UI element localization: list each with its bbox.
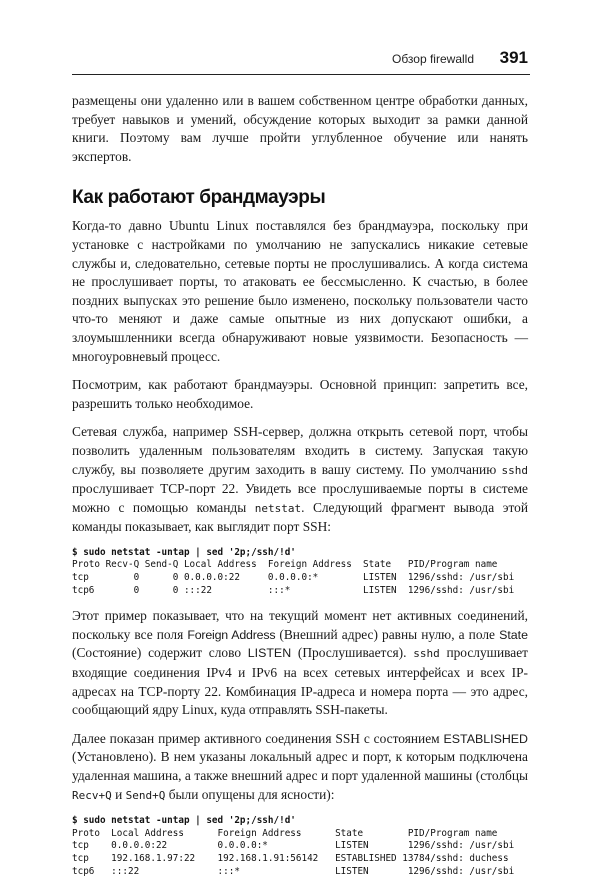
code-line: tcp6 0 0 :::22 :::* LISTEN 1296/sshd: /usr/sbi — [72, 584, 515, 596]
code-line: tcp6 :::22 :::* LISTEN 1296/sshd: /usr/sbi — [72, 865, 515, 877]
code-line: tcp 192.168.1.97:22 192.168.1.91:56142 ESTABLISHED 13784/sshd: duchess — [72, 852, 509, 864]
text-run: . Следующий фрагмент вывода этой команды показывает, как выглядит порт SSH: — [72, 499, 528, 535]
text-run: прослушивает входящие соединения IPv4 и IPv6 на всех сетевых интерфейсах и всех IP-адресах на TCP-порту 22. Комбинация IP-адреса и номера порта — это адрес, сообщающий ядру Linux, куда отправлять SSH-пакеты. — [72, 645, 529, 718]
inline-code-sshd: sshd — [501, 463, 528, 477]
text-run: (Прослушивается). — [291, 645, 414, 661]
paragraph-established — [72, 730, 528, 805]
code-command: $ sudo netstat -untap | sed '2p;/ssh/!d' — [72, 546, 296, 558]
field-state: State — [499, 627, 528, 642]
page-body — [72, 92, 528, 888]
inline-code-recvq: Recv+Q — [72, 788, 112, 802]
text-run: Этот пример показывает, что на текущий момент нет активных соединений, поскольку все поля — [72, 608, 528, 642]
running-header — [72, 48, 530, 75]
code-line: tcp 0 0 0.0.0.0:22 0.0.0.0:* LISTEN 1296/sshd: /usr/sbi — [72, 572, 515, 584]
field-foreign-address: Foreign Address — [187, 627, 276, 642]
text-run: (Внешний адрес) равны нулю, а поле — [275, 626, 500, 642]
page-number: 391 — [499, 48, 528, 67]
text-run: прослушивает TCP-порт 22. Увидеть все прослушиваемые порты в системе можно с помощью команды — [72, 481, 528, 515]
text-run: Сетевая служба, например SSH-сервер, должна открыть сетевой порт, чтобы позволить удаленным пользователям входить в систему. Запуская такую службу, вы позволяете другим заходить в вашу систему. По умолчанию — [72, 424, 528, 477]
inline-code-sshd: sshd — [413, 647, 440, 661]
paragraph-history: Когда-то давно Ubuntu Linux поставлялся без брандмауэра, поскольку при установке с настройками по умолчанию не запускались никакие сетевые службы и, следовательно, сетевые порты не прослушивались. А когда система не прослушивает порты, то атаковать ее бессмысленно. К счастью, в более поздних выпусках это решение было изменено, поскольку пользователи часто что-то меняют и даже самые опытные из них допускают ошибки, а злоумышленники всегда обнаруживают новые уязвимости. Безопасность — многоуровневый процесс. — [72, 218, 528, 364]
code-command: $ sudo netstat -untap | sed '2p;/ssh/!d' — [72, 815, 296, 827]
inline-code-sendq: Send+Q — [125, 788, 166, 802]
value-established: ESTABLISHED — [443, 731, 528, 746]
intro-paragraph: размещены они удаленно или в вашем собственном центре обработки данных, требует навыков и умений, обсуждение которых выходит за рамки данной книги. Поэтому вам лучше пройти углубленное обучение или нанять экспертов. — [72, 93, 528, 164]
inline-code-netstat: netstat — [254, 501, 302, 515]
paragraph-ssh-port — [72, 423, 528, 537]
code-block-netstat-listen — [72, 547, 528, 597]
value-listen: LISTEN — [247, 646, 292, 661]
code-line: Proto Recv-Q Send-Q Local Address Foreign Address State PID/Program name — [72, 559, 498, 571]
text-run: и — [111, 786, 126, 802]
text-run: (Состояние) содержит слово — [72, 645, 248, 661]
text-run: Далее показан пример активного соединения SSH с состоянием — [72, 730, 444, 746]
section-heading: Как работают брандмауэры — [72, 187, 326, 209]
paragraph-principle: Посмотрим, как работают брандмауэры. Основной принцип: запретить все, разрешить только необходимое. — [72, 377, 528, 411]
code-line: tcp 0.0.0.0:22 0.0.0.0:* LISTEN 1296/sshd: /usr/sbi — [72, 840, 515, 852]
section-title: Обзор firewalld — [391, 52, 474, 66]
code-block-netstat-established — [72, 815, 528, 878]
paragraph-explanation — [72, 607, 528, 720]
code-line: Proto Local Address Foreign Address State PID/Program name — [72, 827, 498, 839]
text-run: (Установлено). В нем указаны локальный адрес и порт, к которым подключена удаленная машина, а также внешний адрес и порт удаленной машины (столбцы — [72, 749, 528, 783]
text-run: были опущены для ясности): — [165, 786, 335, 802]
